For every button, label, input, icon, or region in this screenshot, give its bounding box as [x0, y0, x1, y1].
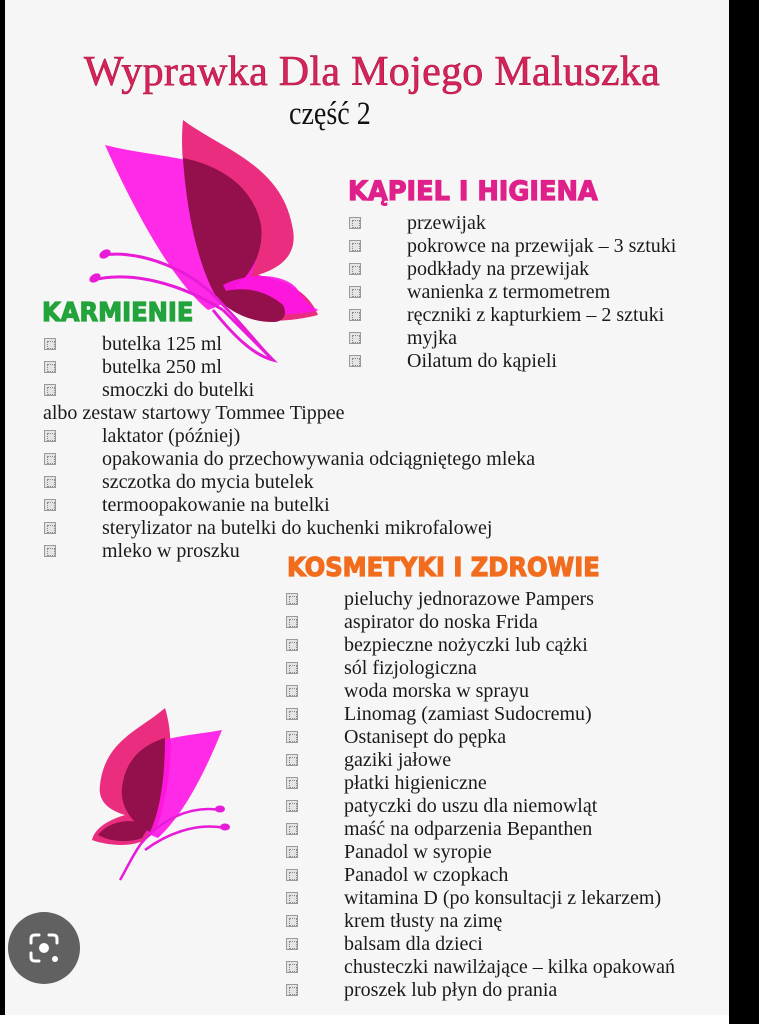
section-heading-kosmetyki: KOSMETYKI I ZDROWIE	[287, 553, 600, 583]
checkbox[interactable]	[286, 892, 298, 904]
checkbox[interactable]	[286, 639, 298, 651]
checkbox[interactable]	[349, 309, 361, 321]
checkbox[interactable]	[44, 453, 56, 465]
checkbox[interactable]	[286, 685, 298, 697]
checkbox[interactable]	[44, 522, 56, 534]
document-page: Wyprawka Dla Mojego Maluszka część 2 KĄPIEL I HIGIENA przewijak pokrowce na przewijak – 3 sztuki podkłady na przewijak wanienka z termometrem ręczniki z kapturkiem – 2 sztuki myjka Oilatum do kąpieli KARMIENIE butelka 125 ml butelka 250 ml smoczki do butelki albo zestaw startowy Tommee Tippee laktator (później) opakowania do przechowywania odciągniętego mleka szczotka do mycia butelek termoopakowanie na butelki sterylizator na butelki do kuchenki mikrofalowej mleko w proszku KOSMETYKI I ZDROWIE pieluchy jednorazowe Pampers aspirator do noska Frida bezpieczne nożyczki lub cążki sól fizjologiczna woda morska w sprayu Linomag (zamiast Sudocremu) Ostanisept do pępka gaziki jałowe płatki higieniczne patyczki do uszu dla niemowląt maść na odparzenia Bepanthen Panadol w syropie Panadol w czopkach witamina D (po konsultacji z lekarzem) krem tłusty na zimę balsam dla dzieci chusteczki nawilżające – kilka opakowań proszek lub płyn do prania	[5, 0, 729, 1015]
lens-search-button[interactable]	[8, 912, 80, 984]
checkbox[interactable]	[44, 384, 56, 396]
checkbox[interactable]	[286, 823, 298, 835]
checkbox[interactable]	[44, 476, 56, 488]
bottom-strip	[0, 1015, 729, 1024]
checkbox[interactable]	[286, 961, 298, 973]
checkbox[interactable]	[44, 545, 56, 557]
checkbox[interactable]	[44, 430, 56, 442]
checkbox[interactable]	[44, 361, 56, 373]
checkbox[interactable]	[349, 240, 361, 252]
checkbox[interactable]	[286, 754, 298, 766]
checkbox[interactable]	[286, 708, 298, 720]
checkbox[interactable]	[286, 662, 298, 674]
document-title: Wyprawka Dla Mojego Maluszka	[83, 49, 661, 95]
butterfly-illustration-large	[83, 110, 333, 370]
lens-search-icon	[26, 930, 62, 966]
checkbox[interactable]	[349, 286, 361, 298]
checkbox[interactable]	[286, 846, 298, 858]
checkbox[interactable]	[286, 616, 298, 628]
checkbox[interactable]	[286, 800, 298, 812]
checkbox[interactable]	[349, 332, 361, 344]
checkbox[interactable]	[286, 984, 298, 996]
checkbox[interactable]	[286, 869, 298, 881]
butterfly-icon	[92, 708, 230, 880]
checkbox[interactable]	[349, 355, 361, 367]
checkbox[interactable]	[286, 938, 298, 950]
checkbox[interactable]	[286, 777, 298, 789]
section-heading-kapiel: KĄPIEL I HIGIENA	[348, 176, 598, 207]
butterfly-illustration-small	[90, 700, 240, 885]
checkbox[interactable]	[349, 263, 361, 275]
checkbox[interactable]	[349, 217, 361, 229]
document-subtitle: część 2	[289, 96, 371, 132]
checkbox[interactable]	[44, 499, 56, 511]
section-heading-karmienie: KARMIENIE	[42, 298, 194, 328]
checkbox[interactable]	[286, 731, 298, 743]
checkbox[interactable]	[286, 915, 298, 927]
checkbox[interactable]	[286, 593, 298, 605]
checkbox[interactable]	[44, 338, 56, 350]
